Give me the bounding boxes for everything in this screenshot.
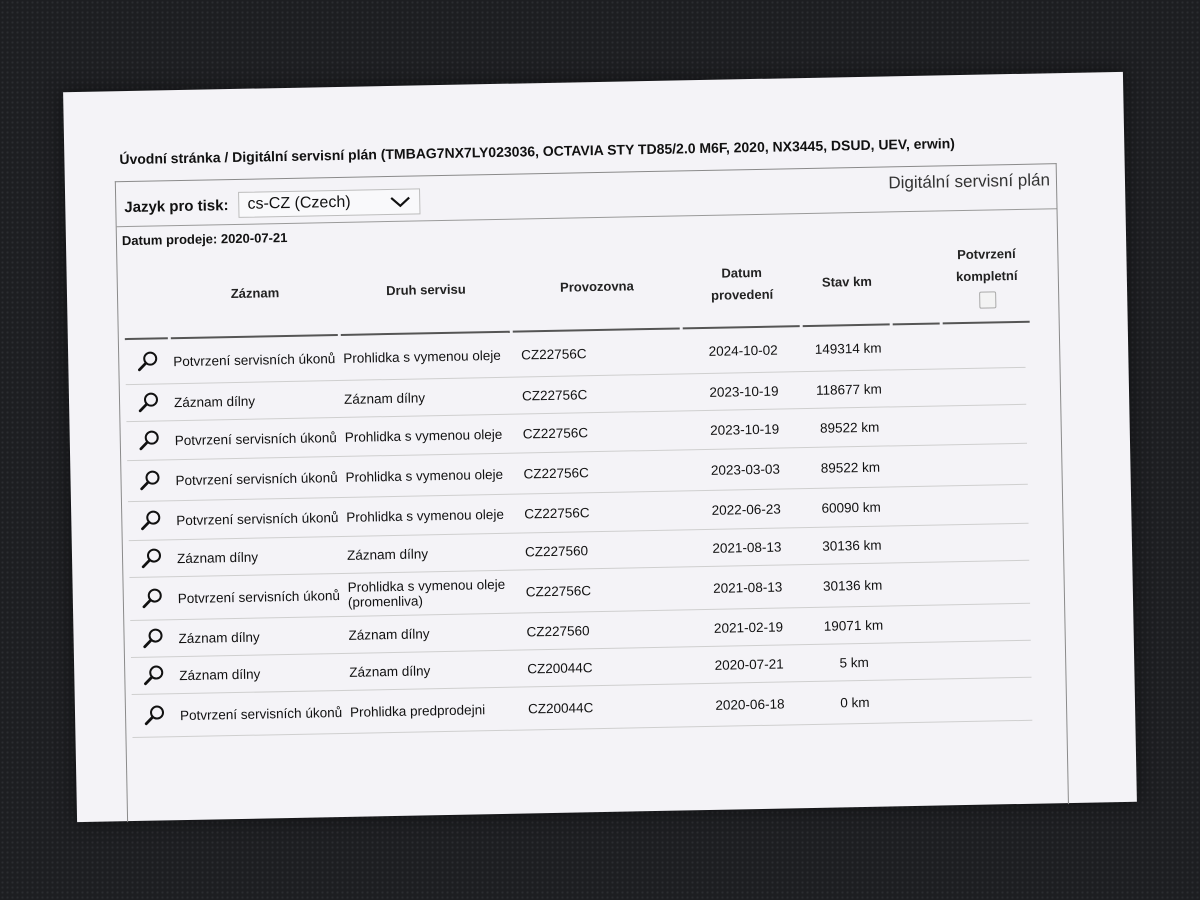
cell-mileage: 0 km xyxy=(840,694,870,710)
cell-confirm xyxy=(949,657,1039,663)
header-date: Datum provedení xyxy=(710,264,774,303)
cell-mileage: 19071 km xyxy=(823,617,884,634)
table-body xyxy=(125,323,1032,738)
header-workshop: Provozovna xyxy=(559,278,634,295)
cell-record: Záznam dílny xyxy=(176,549,259,566)
cell-confirm xyxy=(950,697,1040,703)
header-confirm xyxy=(941,243,1032,317)
cell-date: 2023-10-19 xyxy=(709,383,779,400)
language-selected: cs-CZ (Czech) xyxy=(247,193,351,213)
cell-mileage: 30136 km xyxy=(822,577,883,594)
row-detail-button[interactable] xyxy=(129,544,176,573)
cell-mileage: 60090 km xyxy=(821,499,881,516)
cell-record: Potvrzení servisních úkonů xyxy=(173,350,336,369)
cell-date: 2020-07-21 xyxy=(714,656,784,673)
row-detail-button[interactable] xyxy=(131,661,178,690)
cell-date: 2023-10-19 xyxy=(710,421,780,438)
cell-record: Potvrzení servisních úkonů xyxy=(175,469,338,488)
cell-workshop: CZ20044C xyxy=(527,699,594,716)
magnifier-icon xyxy=(140,546,164,570)
cell-record: Potvrzení servisních úkonů xyxy=(174,429,337,448)
cell-mileage: 118677 km xyxy=(815,381,882,398)
cell-workshop: CZ22756C xyxy=(522,424,589,441)
cell-service-type: Prohlidka s vymenou oleje xyxy=(345,466,504,485)
language-row xyxy=(124,188,421,220)
cell-spacer xyxy=(899,658,949,663)
header-spacer xyxy=(892,280,942,281)
cell-confirm xyxy=(948,580,1038,586)
cell-date: 2021-02-19 xyxy=(713,619,784,636)
cell-confirm xyxy=(945,422,1035,428)
cell-service-type: Záznam dílny xyxy=(348,625,430,643)
cell-workshop: CZ22756C xyxy=(521,386,588,403)
cell-date: 2021-08-13 xyxy=(713,579,783,596)
magnifier-icon xyxy=(138,468,162,492)
cell-spacer xyxy=(897,541,947,546)
cell-workshop: CZ22756C xyxy=(521,345,587,362)
magnifier-icon xyxy=(143,703,167,727)
language-select[interactable] xyxy=(238,188,420,217)
magnifier-icon xyxy=(137,390,161,414)
cell-confirm xyxy=(944,384,1034,390)
cell-spacer xyxy=(898,581,948,586)
row-detail-button[interactable] xyxy=(132,701,179,730)
cell-date: 2024-10-02 xyxy=(708,342,778,359)
cell-service-type: Záznam dílny xyxy=(346,545,429,563)
service-plan-frame xyxy=(115,163,1069,822)
breadcrumb: Úvodní stránka / Digitální servisní plán (TMBAG7NX7LY023036, OCTAVIA STY TD85/2.0 M6F, 2020, NX3445, DSUD, UEV, erwin) xyxy=(119,135,956,168)
cell-spacer xyxy=(894,385,944,390)
row-detail-button[interactable] xyxy=(130,584,177,613)
language-label: Jazyk pro tisk: xyxy=(124,196,229,216)
header-mileage: Stav km xyxy=(821,273,872,290)
header-record: Záznam xyxy=(230,285,280,302)
sale-date: Datum prodeje: 2020-07-21 xyxy=(121,229,288,249)
frame-title: Digitální servisní plán xyxy=(888,170,1051,193)
cell-service-type: Prohlidka s vymenou oleje xyxy=(344,426,503,445)
magnifier-icon xyxy=(141,626,165,650)
printed-page xyxy=(63,72,1137,822)
header-service-type: Druh servisu xyxy=(386,281,466,299)
cell-service-type: Prohlidka s vymenou oleje (promenliva) xyxy=(347,576,506,610)
cell-record: Potvrzení servisních úkonů xyxy=(177,587,341,606)
cell-record: Záznam dílny xyxy=(179,666,261,683)
cell-mileage: 89522 km xyxy=(820,459,881,476)
cell-confirm xyxy=(948,620,1038,626)
service-table xyxy=(123,237,1032,738)
magnifier-icon xyxy=(139,508,163,532)
row-detail-button[interactable] xyxy=(127,426,174,455)
magnifier-icon xyxy=(141,586,165,610)
cell-date: 2020-06-18 xyxy=(715,696,785,713)
cell-mileage: 149314 km xyxy=(814,340,882,357)
cell-spacer xyxy=(896,503,946,508)
cell-record: Záznam dílny xyxy=(178,629,260,646)
cell-mileage: 5 km xyxy=(839,654,869,670)
header-confirm-label: Potvrzení kompletní xyxy=(955,245,1018,285)
cell-confirm xyxy=(943,343,1033,349)
cell-service-type: Prohlidka s vymenou oleje xyxy=(346,506,505,525)
cell-workshop: CZ227560 xyxy=(526,622,590,639)
row-detail-button[interactable] xyxy=(130,624,177,653)
cell-confirm xyxy=(947,540,1037,546)
cell-service-type: Prohlidka s vymenou oleje xyxy=(343,347,501,366)
magnifier-icon xyxy=(136,349,160,373)
row-detail-button[interactable] xyxy=(125,347,172,376)
cell-spacer xyxy=(893,344,943,349)
cell-mileage: 89522 km xyxy=(819,419,880,436)
cell-record: Potvrzení servisních úkonů xyxy=(179,704,343,723)
cell-workshop: CZ20044C xyxy=(527,659,593,676)
cell-workshop: CZ22756C xyxy=(525,582,592,599)
cell-date: 2022-06-23 xyxy=(711,501,781,518)
row-detail-button[interactable] xyxy=(127,466,174,495)
row-detail-button[interactable] xyxy=(126,388,173,417)
cell-service-type: Prohlidka predprodejni xyxy=(349,701,486,720)
cell-spacer xyxy=(898,621,948,626)
cell-workshop: CZ22756C xyxy=(523,464,589,481)
cell-workshop: CZ22756C xyxy=(524,504,590,521)
cell-spacer xyxy=(895,463,945,468)
row-detail-button[interactable] xyxy=(128,506,175,535)
cell-date: 2021-08-13 xyxy=(712,539,782,556)
magnifier-icon xyxy=(142,663,166,687)
magnifier-icon xyxy=(138,428,162,452)
confirm-all-checkbox[interactable] xyxy=(979,291,996,308)
cell-workshop: CZ227560 xyxy=(524,542,589,559)
cell-date: 2023-03-03 xyxy=(710,461,781,478)
cell-confirm xyxy=(946,502,1036,508)
header-icon-col xyxy=(124,295,170,296)
cell-confirm xyxy=(945,462,1035,468)
cell-service-type: Záznam dílny xyxy=(349,662,431,680)
cell-record: Potvrzení servisních úkonů xyxy=(176,509,339,528)
cell-mileage: 30136 km xyxy=(822,537,882,554)
cell-spacer xyxy=(900,698,950,703)
cell-record: Záznam dílny xyxy=(173,393,256,410)
cell-service-type: Záznam dílny xyxy=(343,389,426,407)
chevron-down-icon xyxy=(389,195,411,209)
cell-spacer xyxy=(895,423,945,428)
